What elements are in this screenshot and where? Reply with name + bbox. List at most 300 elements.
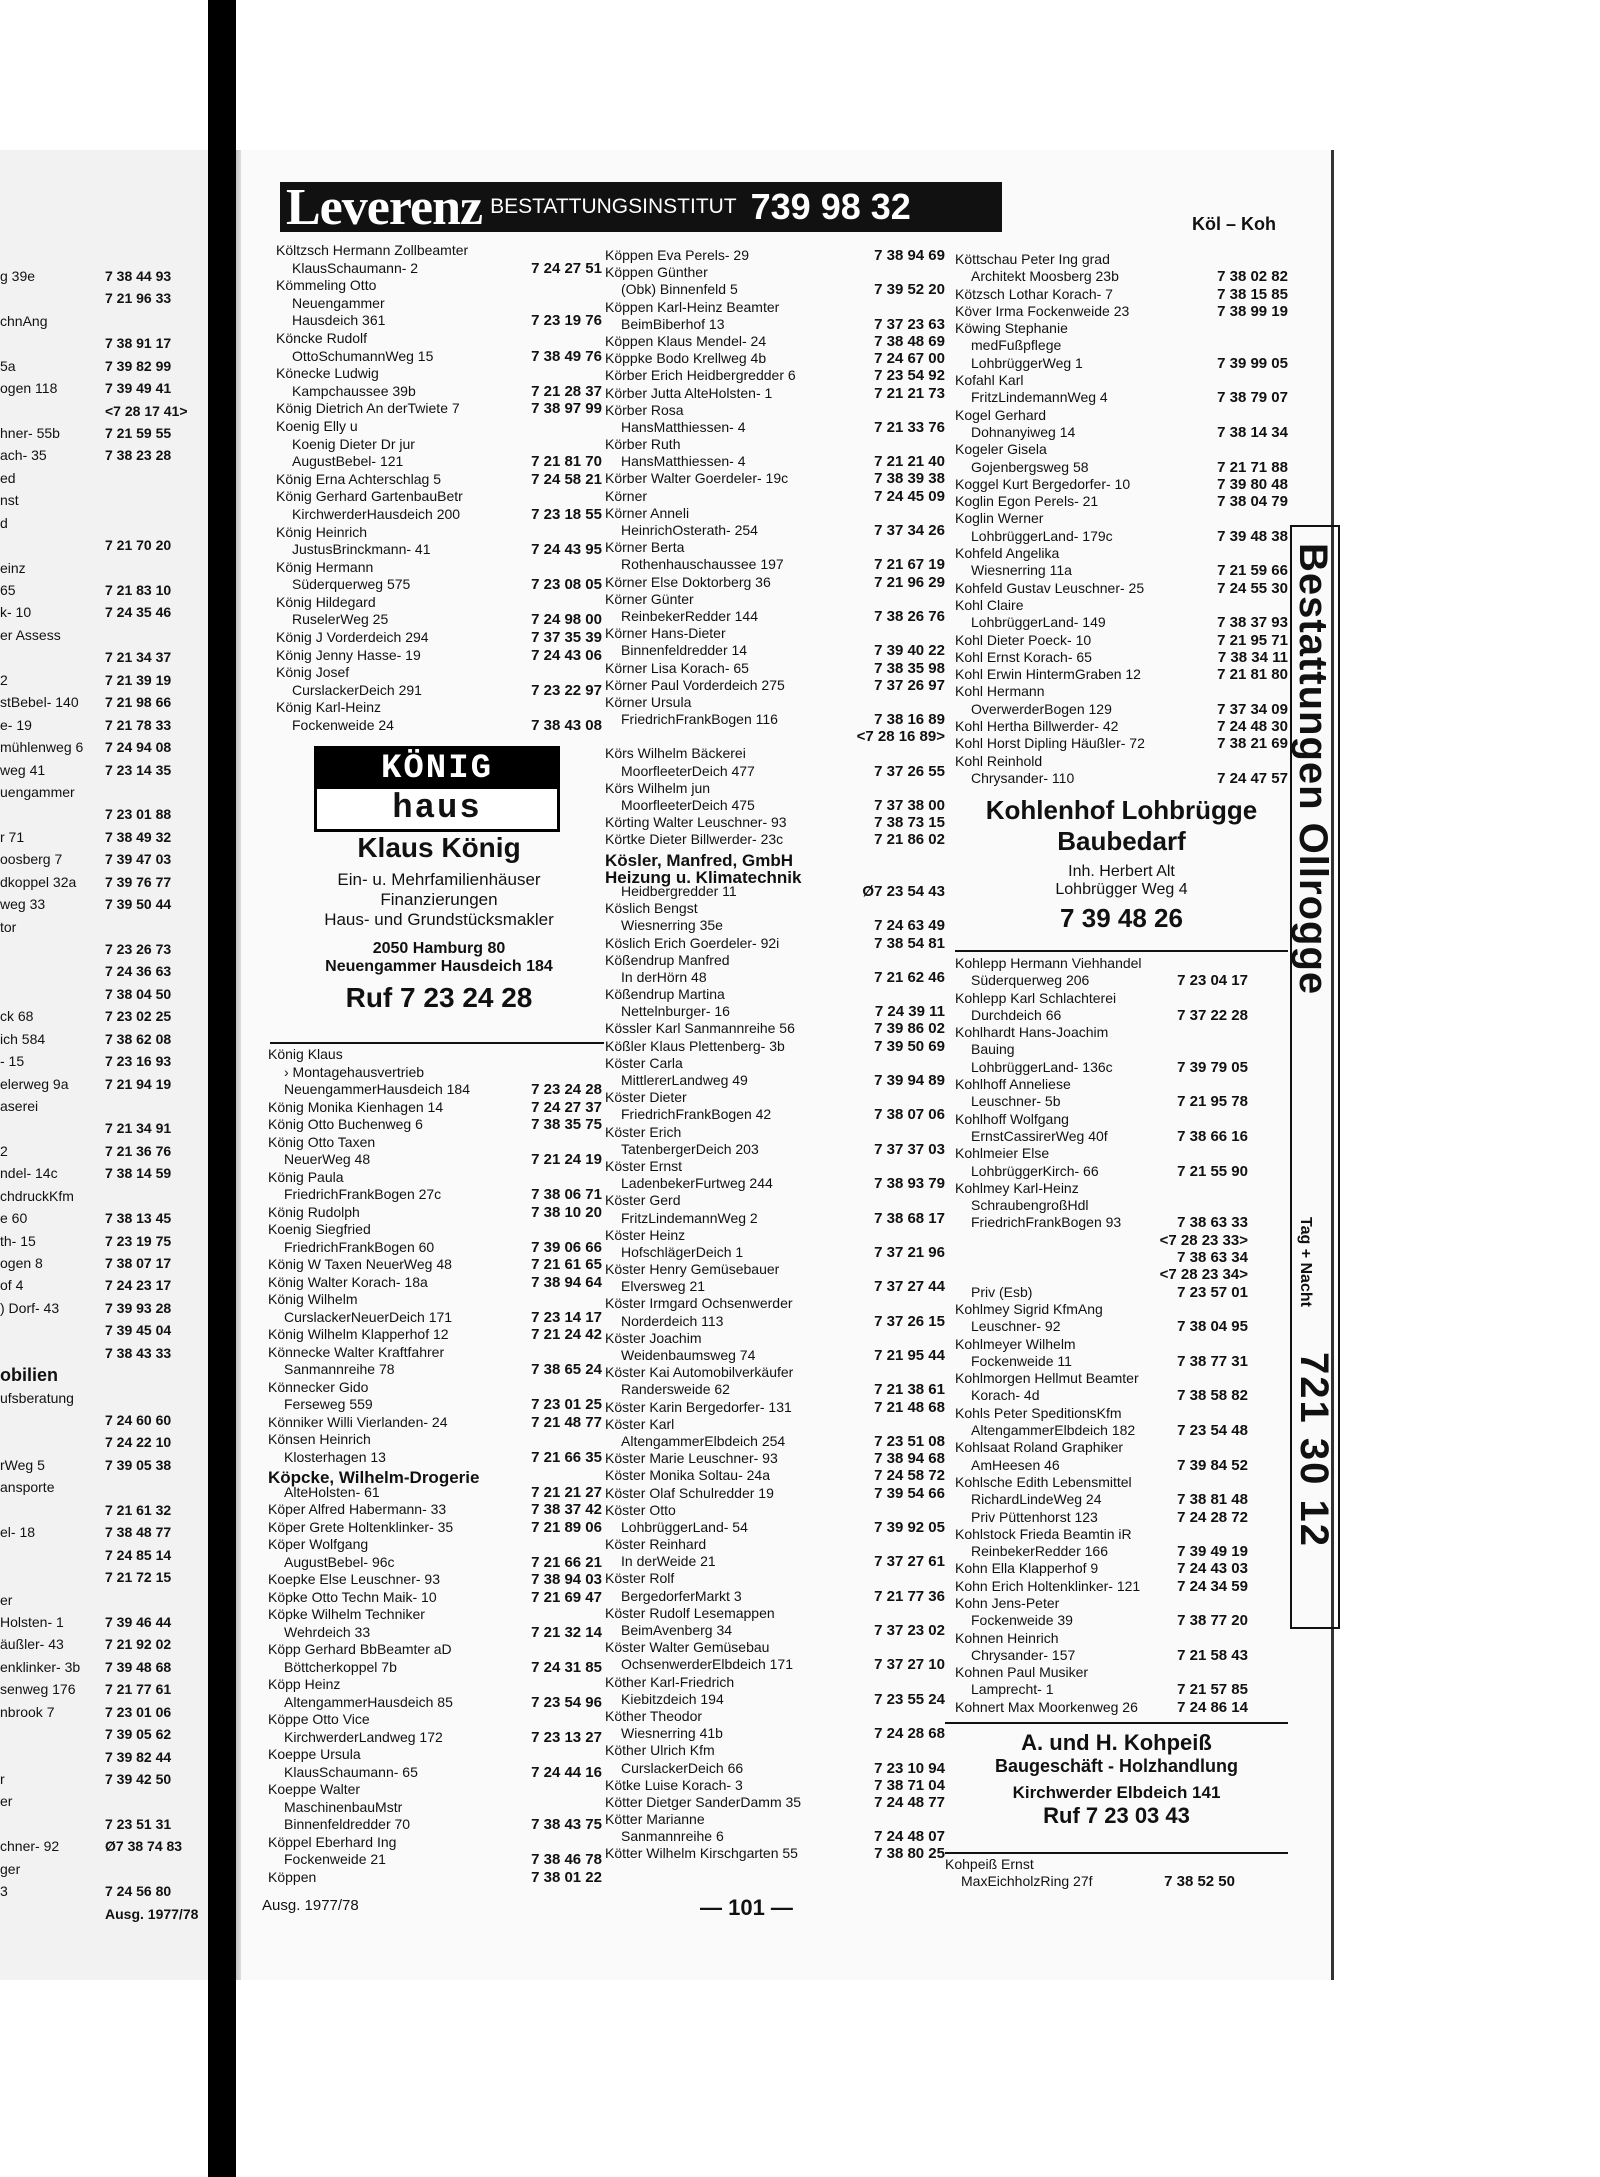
directory-entry [605,1519,945,1536]
left-page-entry [0,1008,172,1025]
entry-phone: 7 37 23 02 [874,1622,945,1639]
directory-entry [605,1588,945,1605]
entry-phone: 7 21 95 71 [1217,631,1288,649]
entry-name: Köster Karl [605,1415,675,1432]
left-page-entry [0,1703,172,1721]
directory-entry [276,559,602,577]
entry-phone: <7 28 23 34> [1159,1266,1248,1284]
entry-name: Kohls Peter SpeditionsKfm [955,1404,1122,1421]
entry-phone: 7 37 34 26 [874,522,945,539]
directory-entry [605,1691,945,1708]
entry-phone: 7 38 26 76 [874,607,945,625]
directory-entry [605,1347,945,1364]
entry-name: Leuschner- 92 [971,1318,1061,1335]
left-page-entry [0,1030,172,1048]
entry-name: König Monika Kienhagen 14 [268,1098,444,1115]
entry-name: Heizung u. Klimatechnik [605,867,802,887]
left-entry-phone: 7 21 94 19 [105,1075,172,1092]
left-entry-text: ufsberatung [0,1389,74,1406]
entry-name: Körtke Dieter Billwerder- 23c [605,831,784,848]
left-entry-text: e- 19 [0,716,32,733]
directory-entry [276,647,602,665]
left-entry-text: chnAng [0,312,48,329]
entry-name: Kogel Gerhard [955,406,1047,423]
entry-name: Dohnanyiweg 14 [971,423,1076,440]
left-entry-phone: 7 24 56 80 [105,1883,172,1900]
left-page-entry [0,604,172,621]
entry-name: Köster Carla [605,1054,683,1071]
entry-phone: 7 24 48 30 [1217,718,1288,736]
directory-entry [605,711,945,728]
entry-phone: 7 24 58 72 [874,1467,945,1485]
entry-name: Wehrdeich 33 [284,1623,371,1640]
directory-entry [605,316,945,333]
entry-phone: 7 38 46 78 [531,1851,602,1868]
directory-entry [605,539,945,556]
entry-phone: 7 23 22 97 [531,681,602,699]
entry-name: Wiesnerring 35e [621,917,723,934]
left-entry-phone: 7 38 04 50 [105,985,172,1002]
entry-name: Körner Else Doktorberg 36 [605,573,771,590]
directory-entry [605,1313,945,1330]
left-entry-text: ed [0,469,16,486]
entry-phone: 7 24 63 49 [874,917,945,935]
entry-name: Sanmannreihe 6 [621,1828,724,1845]
entry-name: Kösler, Manfred, GmbH [605,850,793,870]
entry-phone: 7 38 39 38 [874,470,945,488]
entry-name: Leuschner- 5b [971,1093,1061,1110]
entry-name: Köster Gerd [605,1192,681,1209]
left-entry-text: el- 18 [0,1524,36,1541]
directory-entry [276,611,602,629]
directory-entry [605,677,945,694]
directory-entry [605,952,945,969]
entry-name: Köppel Eberhard Ing [268,1833,397,1850]
entry-name: Ferseweg 559 [284,1396,373,1412]
ollrogge-phone: 721 30 12 [1292,1352,1336,1548]
kohlenhof-phone: 7 39 48 26 [1060,903,1183,933]
entry-name: Elversweg 21 [621,1278,706,1295]
entry-phone: 7 24 27 37 [531,1098,602,1116]
left-entry-phone: Ø7 38 74 83 [105,1838,183,1855]
entry-name: Köslich Bengst [605,900,698,917]
entry-phone: 7 21 21 27 [531,1483,602,1501]
directory-entry [605,1278,945,1295]
directory-entry [955,718,1288,735]
directory-entry [955,424,1288,441]
directory-entry [276,524,602,542]
directory-entry [955,1457,1248,1474]
entry-name: Körner Hans-Dieter [605,625,726,642]
entry-name: Köster Walter Gemüsebau [605,1639,770,1656]
entry-phone: 7 38 14 34 [1217,423,1288,441]
left-page-entry [0,739,172,756]
directory-entry [276,541,602,559]
entry-name: CurslackerDeich 291 [292,681,422,698]
left-entry-text: mühlenweg 6 [0,739,84,756]
left-entry-phone: 7 21 59 55 [105,425,172,442]
entry-name: Kömmeling Otto [276,277,377,294]
left-entry-phone: 7 38 62 08 [105,1030,172,1047]
entry-name: Kötter Marianne [605,1811,705,1828]
entry-name: Kohn Erich Holtenklinker- 121 [955,1577,1141,1594]
page-number: — 101 — [700,1895,793,1920]
directory-entry [268,1169,602,1187]
entry-phone: 7 38 58 82 [1177,1387,1248,1405]
entry-name: FritzLindemannWeg 4 [971,389,1108,406]
left-page-entry [0,380,172,397]
left-entry-text: äußler- 43 [0,1636,64,1653]
entry-phone: 7 39 48 38 [1217,527,1288,545]
left-page-entry [0,1613,172,1631]
konig-logo-top: KÖNIG [317,749,557,789]
left-entry-phone: 7 24 94 08 [105,739,172,756]
directory-entry [605,1622,945,1639]
left-entry-phone: 7 38 49 32 [105,828,172,845]
entry-name: AmHeesen 46 [971,1456,1060,1473]
directory-entry [955,1405,1248,1422]
directory-entry [605,1570,945,1587]
left-entry-text: ich 584 [0,1030,46,1047]
directory-entry [955,1318,1248,1335]
entry-name: Kohnen Heinrich [955,1629,1059,1646]
left-page-entry [0,627,61,644]
entry-name: Köster Heinz [605,1226,686,1243]
entry-phone: 7 39 86 02 [874,1020,945,1038]
left-entry-phone: 7 21 92 02 [105,1636,172,1653]
entry-name: Kofahl Karl [955,372,1024,389]
entry-name: König Paula [268,1168,344,1185]
konig-ad-phone: Ruf 7 23 24 28 [345,982,533,1013]
directory-entry [955,1612,1248,1629]
left-page-entry [0,1861,20,1878]
left-entry-phone: 7 39 48 68 [105,1658,172,1675]
entry-name: Körs Wilhelm jun [605,779,711,796]
directory-entry [605,797,945,814]
entry-phone: 7 37 27 44 [874,1278,945,1296]
entry-name: ReinbekerRedder 166 [971,1543,1108,1560]
directory-entry [955,753,1288,770]
konig-ad-line1: Ein- u. Mehrfamilienhäuser [337,870,541,889]
left-entry-text: 2 [0,1142,8,1159]
left-page-entry [0,492,19,509]
directory-entry [955,597,1288,614]
entry-phone: 7 23 04 17 [1177,972,1248,990]
directory-entry [268,1344,602,1362]
entry-name: Kohlhardt Hans-Joachim [955,1024,1109,1041]
entry-name: OverwerderBogen 129 [971,700,1112,717]
entry-name: Köppen Klaus Mendel- 24 [605,332,767,349]
left-page-entry [0,268,172,285]
entry-name: SchraubengroßHdl [971,1197,1089,1214]
directory-entry [268,1746,602,1764]
entry-name: Wiesnerring 41b [621,1725,723,1742]
left-entry-phone: 7 24 60 60 [105,1412,172,1429]
entry-phone: 7 37 23 63 [874,315,945,333]
entry-name: Koenig Dieter Dr jur [292,435,415,452]
entry-name: In derHörn 48 [621,968,707,985]
entry-phone: 7 38 04 79 [1217,493,1288,511]
directory-entry [955,770,1288,787]
directory-entry [955,1491,1248,1508]
entry-name: JustusBrinckmann- 41 [292,541,431,558]
ollrogge-day-night: Tag + Nacht [1297,1217,1314,1307]
directory-entry [955,528,1288,545]
directory-entry [605,883,945,900]
kohlenhof-address: Lohbrügger Weg 4 [1055,881,1188,898]
left-page-entry [0,447,172,464]
directory-entry [605,1725,945,1742]
column-3-end [945,1856,1235,1891]
entry-phone: 7 38 94 69 [874,247,945,264]
entry-phone: 7 38 37 42 [531,1501,602,1518]
entry-name: Kohfeld Gustav Leuschner- 25 [955,579,1145,596]
directory-entry [268,1064,602,1082]
entry-name: Köpcke, Wilhelm-Drogerie [268,1468,480,1487]
entry-phone: 7 21 71 88 [1217,458,1288,476]
entry-phone: 7 38 63 33 [1177,1214,1248,1232]
directory-entry [605,1381,945,1398]
directory-entry [605,608,945,625]
left-page-entry [0,919,16,936]
entry-phone: 7 24 48 77 [874,1793,945,1811]
directory-entry [268,1379,602,1397]
directory-entry [276,400,602,418]
directory-entry [268,1484,602,1502]
entry-phone: 7 21 96 29 [874,573,945,591]
left-entry-phone: 7 39 50 44 [105,896,172,913]
directory-entry [955,1526,1248,1543]
entry-name: Körner Ursula [605,693,692,710]
entry-name: HansMatthiessen- 4 [621,418,746,435]
left-entry-text: ach- 35 [0,447,47,464]
entry-name: Chrysander- 157 [971,1646,1076,1663]
entry-phone: 7 37 27 61 [874,1553,945,1571]
left-entry-text: nbrook 7 [0,1703,55,1720]
entry-name: Kössler Karl Sanmannreihe 56 [605,1020,795,1037]
banner-phone: 739 98 32 [750,186,911,227]
entry-name: Köppke Bodo Krellweg 4b [605,350,767,367]
entry-name: KlausSchaumann- 2 [292,259,419,276]
entry-phone: 7 24 43 95 [531,541,602,559]
left-entry-text: ansporte [0,1479,55,1496]
entry-phone: 7 21 62 46 [874,968,945,986]
left-entry-phone: 7 39 42 50 [105,1770,172,1787]
entry-phone: 7 39 06 66 [531,1238,602,1256]
entry-phone: 7 21 95 44 [874,1347,945,1364]
entry-phone: 7 21 55 90 [1177,1162,1248,1180]
entry-name: AugustBebel- 121 [292,453,404,470]
entry-phone: 7 23 10 94 [874,1759,945,1777]
directory-entry [268,1624,602,1642]
entry-phone: 7 23 51 08 [874,1432,945,1450]
entry-name: Kötke Luise Korach- 3 [605,1776,743,1793]
leverenz-banner [280,178,1002,236]
konig-haus-logo [314,746,560,832]
directory-entry [276,295,602,313]
konig-ad-line3: Haus- und Grundstücksmakler [324,910,554,929]
directory-entry [276,453,602,471]
entry-name: BeimBiberhof 13 [621,315,725,332]
directory-entry [605,660,945,677]
left-entry-phone: 7 38 91 17 [105,335,172,352]
left-entry-phone: 7 21 98 66 [105,694,172,711]
left-entry-phone: 7 21 78 33 [105,716,172,733]
left-page-entry [0,1479,54,1496]
entry-name: Architekt Moosberg 23b [971,268,1119,285]
entry-phone: 7 39 54 66 [874,1484,945,1502]
left-entry-phone: 7 38 13 45 [105,1210,172,1227]
left-page-entry [0,1456,172,1474]
left-page-entry [0,1299,172,1317]
entry-name: Könnecke Walter Kraftfahrer [268,1343,445,1360]
entry-phone: 7 24 47 57 [1217,769,1288,787]
entry-phone: 7 38 35 98 [874,659,945,677]
left-entry-phone: 7 24 35 46 [105,604,172,621]
entry-name: Köper Alfred Habermann- 33 [268,1501,447,1517]
entry-name: Kohl Ernst Korach- 65 [955,648,1092,665]
left-page-entry [0,560,26,577]
left-entry-text: ndel- 14c [0,1165,58,1182]
entry-phone: 7 24 28 72 [1177,1508,1248,1526]
left-entry-phone: 7 39 49 41 [105,380,172,397]
left-entry-text: elerweg 9a [0,1075,69,1092]
directory-entry [268,1326,602,1344]
directory-entry [955,1578,1248,1595]
directory-entry [605,1330,945,1347]
entry-name: König Hildegard [276,593,376,610]
entry-name: Kohlmey Sigrid KfmAng [955,1300,1103,1317]
directory-entry [276,506,602,524]
entry-phone: 7 21 69 47 [531,1588,602,1606]
directory-entry [955,251,1288,268]
entry-phone: 7 38 15 85 [1217,285,1288,303]
directory-entry [605,591,945,608]
entry-name: RichardLindeWeg 24 [971,1491,1102,1508]
left-page-entry [0,671,172,689]
left-entry-text: k- 10 [0,604,32,621]
entry-phone: 7 21 24 19 [531,1151,602,1168]
konig-logo-bottom: haus [392,790,482,828]
entry-name: Priv Püttenhorst 123 [971,1508,1098,1525]
kohpeiss-name: A. und H. Kohpeiß [1021,1730,1212,1755]
column-3 [955,251,1288,787]
entry-phone: 7 24 98 00 [531,611,602,629]
entry-name: Köster Kai Automobilverkäufer [605,1364,794,1381]
entry-name: Klosterhagen 13 [284,1448,386,1465]
column-2 [605,247,945,1863]
entry-name: Köster Marie Leuschner- 93 [605,1450,778,1467]
entry-name: Köppen Eva Perels- 29 [605,247,749,263]
left-entry-text: uengammer [0,783,75,800]
left-entry-phone: 7 23 51 31 [105,1815,172,1832]
entry-name: Priv (Esb) [971,1283,1033,1300]
entry-name: Köver Irma Fockenweide 23 [955,302,1130,319]
directory-entry [276,488,602,506]
entry-name: Koenig Siegfried [268,1221,371,1237]
entry-name: NeuerWeg 48 [284,1151,371,1167]
directory-entry [605,1261,945,1278]
entry-name: Köppen Günther [605,264,708,281]
entry-phone: 7 21 66 35 [531,1448,602,1466]
left-entry-phone: 7 21 34 91 [105,1120,172,1137]
directory-entry [605,402,945,419]
entry-phone: 7 21 21 73 [874,384,945,402]
left-entry-text: tor [0,918,17,935]
left-entry-phone: 7 38 23 28 [105,447,172,464]
directory-entry [955,1024,1248,1041]
left-entry-phone: 7 21 77 61 [105,1681,172,1698]
entry-name: Könecke Ludwig [276,365,379,382]
directory-entry [276,365,602,383]
directory-entry [955,1145,1248,1162]
directory-entry [955,683,1288,700]
directory-entry [955,1509,1248,1526]
entry-name: Könsen Heinrich [268,1431,371,1447]
left-entry-phone: 7 39 82 44 [105,1748,172,1765]
left-entry-text: ) Dorf- 43 [0,1299,60,1316]
entry-phone: 7 38 43 75 [531,1816,602,1833]
entry-name: RuselerWeg 25 [292,611,389,628]
entry-name: Bauing [971,1041,1015,1058]
entry-name: AlteHolsten- 61 [284,1483,380,1500]
directory-entry [276,330,602,348]
left-entry-phone: 7 38 44 93 [105,268,172,284]
left-entry-text: g 39e [0,268,36,284]
entry-phone: 7 38 16 89 [874,711,945,729]
entry-phone: 7 38 94 03 [531,1571,602,1588]
entry-phone: 7 37 35 39 [531,629,602,647]
entry-phone: 7 37 26 15 [874,1312,945,1330]
directory-entry [605,419,945,436]
left-entry-phone: 7 38 14 59 [105,1165,172,1182]
entry-phone: 7 38 37 93 [1217,614,1288,632]
directory-entry [955,614,1288,631]
directory-entry [276,471,602,489]
entry-phone: 7 39 94 89 [874,1072,945,1089]
directory-entry [955,320,1288,337]
directory-entry [268,1361,602,1379]
directory-entry [268,1571,602,1589]
entry-phone: 7 24 58 21 [531,470,602,488]
entry-name: Kohlepp Hermann Viehhandel [955,955,1142,971]
kohpeiss-rule-bottom [945,1852,1288,1854]
directory-entry [268,1396,602,1414]
left-page-entry [0,784,75,801]
entry-phone: 7 23 08 05 [531,576,602,594]
entry-phone: 7 38 68 17 [874,1209,945,1227]
directory-entry [268,1834,602,1852]
left-entry-text: oosberg 7 [0,851,63,868]
entry-name: Kohn Jens-Peter [955,1594,1060,1611]
entry-phone: <7 28 16 89> [856,728,945,746]
entry-name: MaxEichholzRing 27f [961,1873,1093,1890]
entry-name: König Otto Buchenweg 6 [268,1116,423,1132]
entry-name: Köster Otto [605,1501,676,1518]
banner-logo: Leverenz [286,178,483,236]
directory-entry [605,1639,945,1656]
left-entry-text: er Assess [0,626,61,643]
entry-name: Körber Rosa [605,401,684,418]
left-entry-text: er [0,1793,13,1810]
entry-phone: 7 37 27 10 [874,1656,945,1674]
entry-phone: 7 37 37 03 [874,1140,945,1158]
directory-entry [955,649,1288,666]
entry-name: Köster Rolf [605,1570,675,1587]
directory-entry [268,1519,602,1537]
entry-phone: 7 38 97 99 [531,400,602,418]
entry-phone: 7 24 43 03 [1177,1560,1248,1578]
